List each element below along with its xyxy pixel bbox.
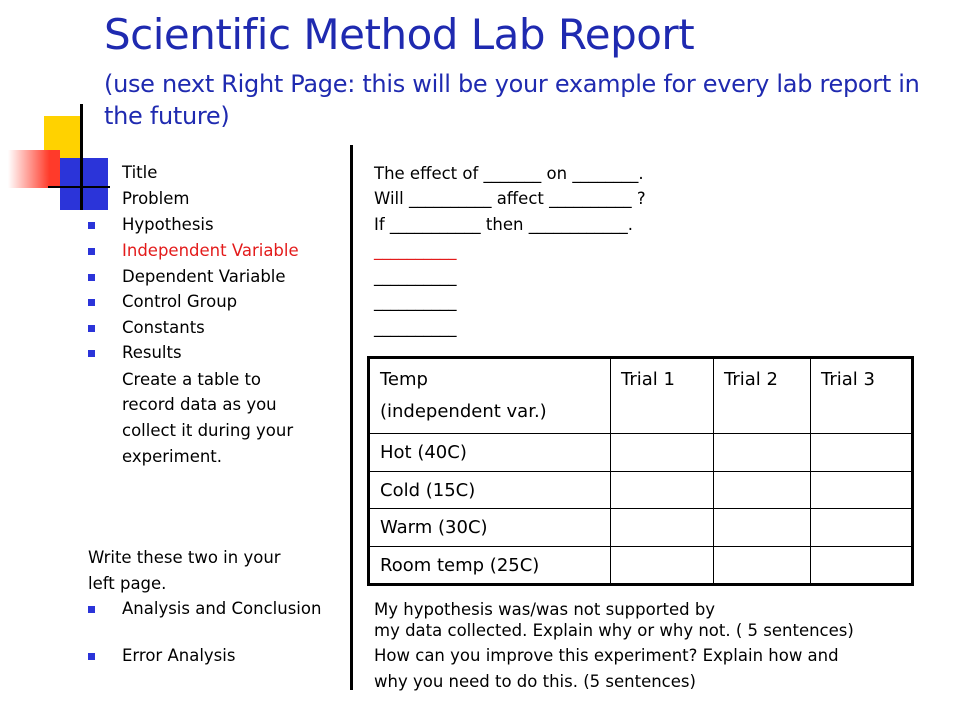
table-cell-empty[interactable] [811,547,913,585]
list-item-problem: Problem [122,189,190,208]
table-header-temp [369,358,611,434]
table-header-trial-2: Trial 2 [714,358,811,434]
table-cell-empty[interactable] [714,509,811,547]
left-page-note-line: Write these two in your [88,548,281,567]
list-item-error-analysis: Error Analysis [122,646,236,665]
list-item-dependent-variable: Dependent Variable [122,267,286,286]
analysis-text-line: my data collected. Explain why or why not. ( 5 sentences) [374,621,854,640]
table-cell-empty[interactable] [811,434,913,472]
list-item-independent-variable: Independent Variable [122,241,299,260]
table-row [369,547,913,585]
results-note-line: record data as you [122,395,277,414]
left-page-note-line: left page. [88,574,167,593]
table-cell-empty[interactable] [611,472,714,509]
list-item-results: Results [122,343,182,362]
table-header-temp-label: Temp [380,369,428,390]
table-row [369,434,913,472]
list-item-control-group: Control Group [122,292,238,311]
table-cell-temp: Warm (30C) [369,509,611,547]
right-line-independent-variable: __________ [374,241,457,260]
table-header-row [369,358,913,434]
table-cell-empty[interactable] [714,547,811,585]
table-cell-temp: Room temp (25C) [369,547,611,585]
bullet-icon [88,325,95,332]
list-item-analysis-and-conclusion: Analysis and Conclusion [122,599,322,618]
bullet-icon [88,248,95,255]
table-cell-empty[interactable] [811,472,913,509]
table-cell-temp: Cold (15C) [369,472,611,509]
bullet-icon [88,222,95,229]
error-text-line: How can you improve this experiment? Explain how and [374,646,839,665]
results-note-line: collect it during your [122,421,294,440]
table-cell-empty[interactable] [811,509,913,547]
decorative-blue-square [60,158,108,210]
list-item-constants: Constants [122,318,205,337]
bullet-icon [88,274,95,281]
list-item-title: Title [122,163,158,182]
bullet-icon [88,350,95,357]
list-item-hypothesis: Hypothesis [122,215,214,234]
table-row [369,509,913,547]
right-line-control-group: __________ [374,292,457,311]
table-header-temp-note: (independent var.) [380,401,547,422]
table-cell-temp: Hot (40C) [369,434,611,472]
bullet-icon [88,299,95,306]
results-note-line: experiment. [122,447,223,466]
table-row [369,472,913,509]
bullet-icon [88,606,95,613]
analysis-text-line: My hypothesis was/was not supported by [374,600,716,619]
table-cell-empty[interactable] [611,434,714,472]
right-line-constants: __________ [374,318,457,337]
column-divider [350,145,353,690]
decorative-red-square [8,150,60,188]
right-line-problem: Will __________ affect __________ ? [374,189,646,208]
error-text-line: why you need to do this. (5 sentences) [374,672,696,691]
results-table [367,356,914,586]
table-cell-empty[interactable] [714,434,811,472]
results-note-line: Create a table to [122,370,262,389]
right-line-dependent-variable: __________ [374,267,457,286]
table-header-trial-3: Trial 3 [811,358,913,434]
table-header-trial-1: Trial 1 [611,358,714,434]
decorative-vertical-line [80,104,83,210]
right-line-hypothesis: If ___________ then ____________. [374,215,633,234]
right-line-title: The effect of _______ on ________. [374,164,644,183]
table-cell-empty[interactable] [611,509,714,547]
page-title: Scientific Method Lab Report [104,10,695,59]
decorative-horizontal-line [48,186,110,188]
table-cell-empty[interactable] [611,547,714,585]
table-cell-empty[interactable] [714,472,811,509]
page-subtitle: (use next Right Page: this will be your example for every lab report in the future) [104,70,920,130]
bullet-icon [88,653,95,660]
